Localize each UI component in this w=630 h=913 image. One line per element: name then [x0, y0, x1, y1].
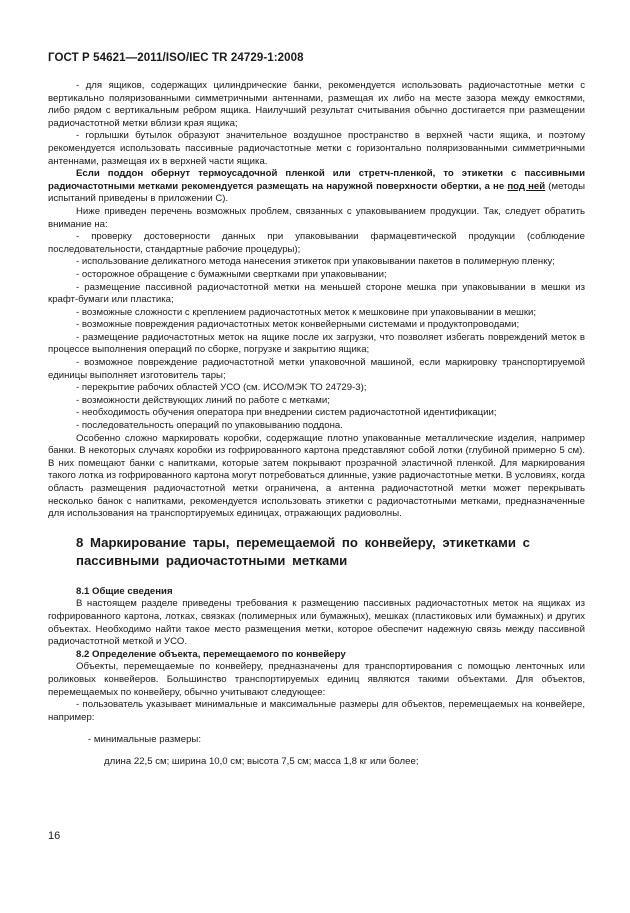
document-header: ГОСТ Р 54621—2011/ISO/IEC TR 24729-1:2008: [48, 52, 304, 64]
paragraph-cans: - для ящиков, содержащих цилиндрические банки, рекомендуется использовать радиочастотные метки с вертикально поляризованными симметричными антеннами, размещая их либо на месте зазора между емкостями, либо рядом с вертикальным ребром ящика. Наилучший результат считывания обычно достигается при размещении радиочастотной метки вблизи края ящика;: [48, 80, 585, 129]
list-item: - осторожное обращение с бумажными свертками при упаковывании;: [76, 268, 387, 280]
minimum-sizes-label: - минимальные размеры:: [88, 733, 201, 745]
list-item: - возможности действующих линий по работе с метками;: [76, 394, 330, 406]
list-item: - использование деликатного метода нанесения этикеток при упаковывании пакетов в полимерную пленку;: [76, 256, 555, 268]
list-item: - последовательность операций по упаковыванию поддона.: [76, 420, 343, 432]
list-item: - возможные повреждения радиочастотных меток конвейерными системами и продуктопроводами;: [76, 319, 520, 331]
paragraph-bottles: - горлышки бутылок образуют значительное воздушное пространство в верхней части ящика, и поэтому рекомендуется использовать пассивные радиочастотные метки с горизонтально поляризованными симметричными антеннами, размещая их в верхней части ящика.: [48, 130, 585, 167]
subsection-8-1-text: В настоящем разделе приведены требования к размещению пассивных радиочастотных меток на ящиках из гофрированного картона, лотках, связках (полимерных или бумажных), мешках (пластиковых или бумажных) и других объектах. Необходимо найти такое место размещения метки, которое обеспечит надежную связь между пассивной радиочастотной меткой и УСО.: [48, 598, 585, 648]
subsection-8-2-title: 8.2 Определение объекта, перемещаемого по конвейеру: [76, 648, 346, 660]
subsection-8-1-title: 8.1 Общие сведения: [76, 585, 173, 597]
paragraph-pallet: [48, 168, 585, 206]
list-item: - размещение радиочастотных меток на ящике после их загрузки, что позволяет избегать повреждений меток в процессе выполнения операций по сборке, погрузке и закрытию ящика;: [48, 331, 585, 356]
list-item: - возможное повреждение радиочастотной метки упаковочной машиной, если маркировку транспортируемой единицы выполняет изготовитель тары;: [48, 357, 585, 381]
document-body: [48, 80, 585, 769]
subsection-8-2-text: Объекты, перемещаемые по конвейеру, предназначены для транспортирования с помощью ленточных или роликовых конвейеров. Большинство транспортируемых единиц являются такими объектами. Для объектов, перемещаемых по конвейеру, обычно учитывают следующее:: [48, 661, 585, 698]
minimum-sizes-values: длина 22,5 см; ширина 10,0 см; высота 7,5 см; масса 1,8 кг или более;: [104, 756, 419, 768]
document-page: [48, 52, 585, 778]
list-item: - перекрытие рабочих областей УСО (см. ИСО/МЭК ТО 24729-3);: [76, 382, 367, 394]
list-item: - проверку достоверности данных при упаковывании фармацевтической продукции (соблюдение последовательности, стандартные рабочие процедуры);: [48, 231, 585, 255]
section-8-title: 8 Маркирование тары, перемещаемой по конвейеру, этикетками с пассивными радиочастотными метками: [76, 534, 531, 568]
pallet-bold-text: Если поддон обернут термоусадочной пленкой или стретч-пленкой, то этикетки с пассивными радиочастотными метками рекомендуется размещать на наружной поверхности обертки, а не: [48, 168, 585, 192]
page-number: 16: [48, 830, 61, 842]
paragraph-metal-cans: Особенно сложно маркировать коробки, содержащие плотно упакованные металлические изделия, например банки. В некоторых случаях коробки из гофрированного картона представляют собой лотки (глубиной примерно 5 см). В них помещают банки с напитками, которые затем покрывают прозрачной эластичной пленкой. Для маркирования такого лотка из гофрированного картона могут потребоваться длинные, узкие радиочастотные метки. В условиях, когда область размещения радиочастотной метки ограничена, а антенна радиочастотной метки может перекрывать несколько банок с напитками, рекомендуется использовать этикетки с радиочастотными метками, предназначенные для использования на транспортируемых единицах, отражающих радиоволны.: [48, 432, 585, 520]
list-item: - необходимость обучения оператора при внедрении систем радиочастотной идентификации;: [76, 407, 497, 419]
subsection-8-2-item: - пользователь указывает минимальные и максимальные размеры для объектов, перемещаемых на конвейере, например:: [48, 699, 585, 723]
paragraph-problems-intro: Ниже приведен перечень возможных проблем, связанных с упаковыванием продукции. Так, следует обратить внимание на:: [48, 205, 585, 230]
pallet-rest-text: (методы испытаний приведены в приложении С).: [48, 180, 586, 205]
list-item: - возможные сложности с креплением радиочастотных меток к мешковине при упаковывании в мешки;: [76, 306, 537, 318]
list-item: - размещение пассивной радиочастотной метки на меньшей стороне мешка при упаковывании в мешки из крафт-бумаги или пластика;: [48, 281, 585, 306]
pallet-underlined-text: под ней: [507, 180, 546, 192]
